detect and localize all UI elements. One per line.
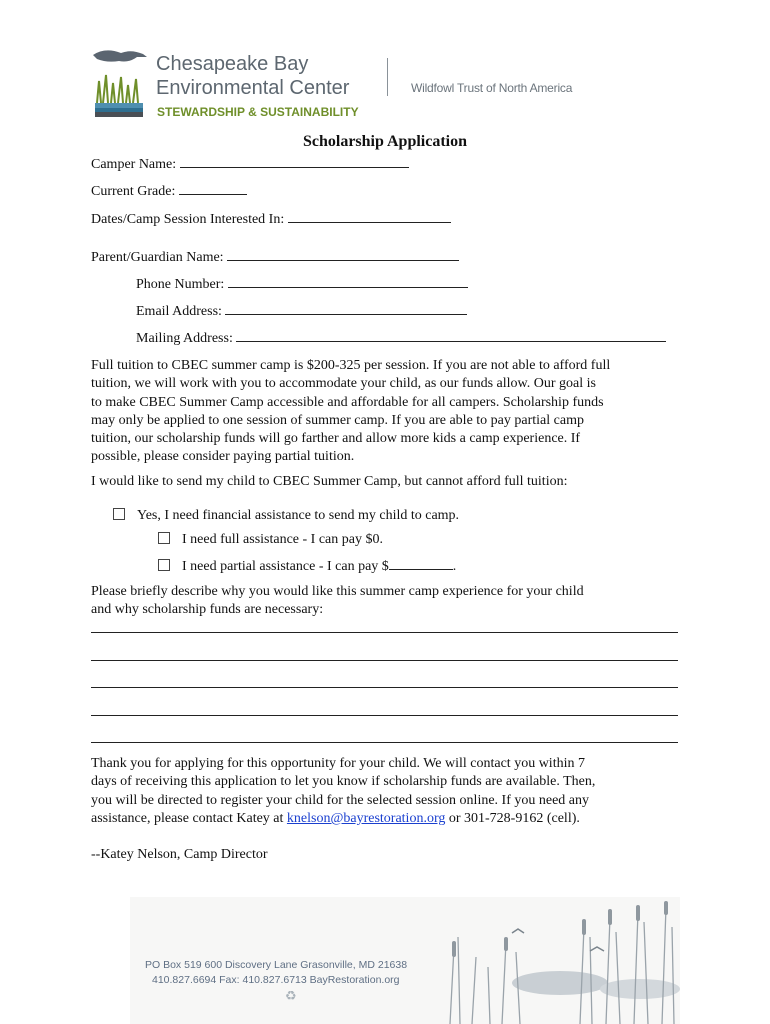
header-logo <box>91 45 577 121</box>
full-assistance-checkbox[interactable] <box>158 532 170 544</box>
dates-session-field[interactable] <box>288 208 451 223</box>
mailing-row <box>136 327 666 348</box>
answer-line[interactable] <box>91 660 678 661</box>
closing-line <box>91 810 683 828</box>
dates-session-label: Dates/Camp Session Interested In: <box>91 212 285 227</box>
financial-assistance-label: Yes, I need financial assistance to send my child to camp. <box>137 508 460 523</box>
parent-name-row <box>91 246 459 267</box>
partial-assistance-suffix: . <box>452 559 457 574</box>
closing-line: days of receiving this application to let you know if scholarship funds are available. Then, <box>91 774 596 790</box>
answer-line[interactable] <box>91 632 678 633</box>
tuition-line: tuition, we will work with you to accommodate your child, as our funds allow. Our goal is <box>91 376 596 392</box>
partial-amount-field[interactable] <box>389 555 453 570</box>
camper-name-field[interactable] <box>180 153 409 168</box>
describe-line: Please briefly describe why you would like this summer camp experience for your child <box>91 584 584 599</box>
footer-banner <box>130 897 680 1024</box>
financial-assistance-checkbox[interactable] <box>113 508 125 520</box>
email-row <box>136 300 467 321</box>
tuition-line: to make CBEC Summer Camp accessible and affordable for all campers. Scholarship funds <box>91 394 604 410</box>
tuition-line: possible, please consider paying partial tuition. <box>91 449 355 465</box>
current-grade-row <box>91 180 247 201</box>
full-assistance-option <box>158 531 383 549</box>
footer-contact: 410.827.6694 Fax: 410.827.6713 BayRestoration.org <box>152 974 400 986</box>
logo-title-line2: Environmental Center <box>156 77 350 99</box>
camper-name-label: Camper Name: <box>91 157 177 172</box>
email-field[interactable] <box>225 300 467 315</box>
full-assistance-label: I need full assistance - I can pay $0. <box>182 532 383 547</box>
parent-name-field[interactable] <box>227 246 459 261</box>
phone-field[interactable] <box>228 273 468 288</box>
partner-name: Wildfowl Trust of North America <box>411 81 573 95</box>
intent-line: I would like to send my child to CBEC Summer Camp, but cannot afford full tuition: <box>91 474 568 489</box>
email-label: Email Address: <box>136 304 222 319</box>
logo-divider <box>387 58 388 96</box>
marsh-reeds-illustration-icon <box>430 897 680 1024</box>
footer-address: PO Box 519 600 Discovery Lane Grasonville, MD 21638 <box>145 959 408 971</box>
mailing-label: Mailing Address: <box>136 331 233 346</box>
dates-session-row <box>91 208 451 229</box>
logo-tagline: STEWARDSHIP & SUSTAINABILITY <box>157 105 359 119</box>
partial-assistance-checkbox[interactable] <box>158 559 170 571</box>
tuition-line: tuition, our scholarship funds will go farther and allow more kids a camp experience. If <box>91 431 581 447</box>
phone-row <box>136 273 468 294</box>
closing-contact-prefix: assistance, please contact Katey at <box>91 810 287 826</box>
parent-name-label: Parent/Guardian Name: <box>91 250 224 265</box>
page-title: Scholarship Application <box>302 133 468 150</box>
heron-marsh-logo-icon <box>91 45 151 121</box>
partial-assistance-option <box>158 555 456 576</box>
closing-paragraph <box>91 755 683 828</box>
tuition-line: may only be applied to one session of summer camp. If you are able to pay partial camp <box>91 412 584 428</box>
describe-line: and why scholarship funds are necessary: <box>91 602 324 618</box>
camper-name-row <box>91 153 409 174</box>
describe-prompt <box>91 583 683 620</box>
financial-assistance-option <box>113 507 459 525</box>
closing-line: Thank you for applying for this opportunity for your child. We will contact you within 7 <box>91 756 585 771</box>
tuition-paragraph <box>91 357 683 467</box>
mailing-field[interactable] <box>236 327 666 342</box>
answer-line[interactable] <box>91 742 678 743</box>
current-grade-field[interactable] <box>179 180 247 195</box>
phone-label: Phone Number: <box>136 277 225 292</box>
contact-email-link[interactable]: knelson@bayrestoration.org <box>286 810 446 826</box>
recycle-icon: ♻ <box>285 989 297 1004</box>
partial-assistance-label: I need partial assistance - I can pay $ <box>182 559 389 574</box>
answer-line[interactable] <box>91 715 678 716</box>
current-grade-label: Current Grade: <box>91 184 176 199</box>
signature: --Katey Nelson, Camp Director <box>91 847 268 862</box>
closing-contact-suffix: or 301-728-9162 (cell). <box>445 810 580 826</box>
logo-title-line1: Chesapeake Bay <box>156 53 309 75</box>
tuition-line: Full tuition to CBEC summer camp is $200-325 per session. If you are not able to afford full <box>91 358 611 373</box>
closing-line: you will be directed to register your child for the selected session online. If you need any <box>91 792 590 808</box>
answer-line[interactable] <box>91 687 678 688</box>
